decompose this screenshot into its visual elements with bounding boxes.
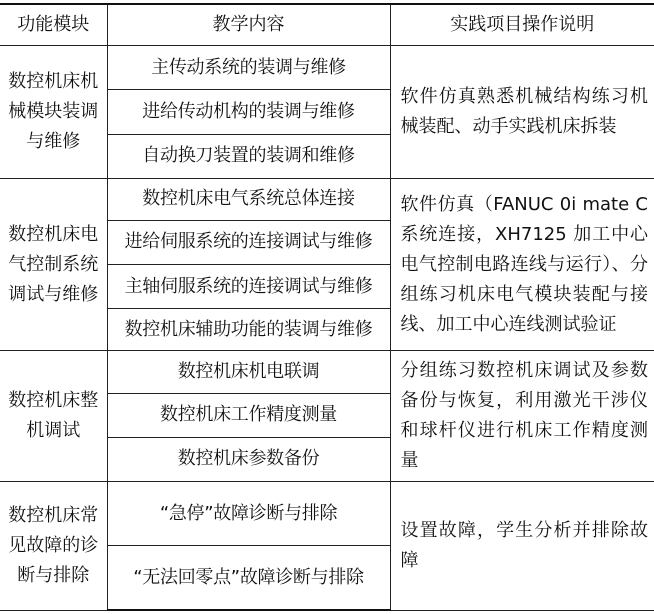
practice-cell: 设置故障，学生分析并排除故障 [390,481,654,610]
content-cell: “急停”故障诊断与排除 [107,481,390,545]
content-cell: 数控机床电气系统总体连接 [107,178,390,220]
content-cell: 自动换刀装置的装调和维修 [107,134,390,178]
module-cell: 数控机床电气控制系统调试与维修 [0,178,107,351]
content-cell: 进给传动机构的装调与维修 [107,90,390,134]
content-cell: 数控机床机电联调 [107,351,390,393]
module-cell: 数控机床机械模块装调与维修 [0,46,107,179]
practice-cell: 软件仿真熟悉机械结构练习机械装配、动手实践机床拆装 [390,46,654,179]
table-row [0,46,654,90]
header-practice: 实践项目操作说明 [390,4,654,46]
header-module: 功能模块 [0,4,107,46]
table-row [0,481,654,545]
content-cell: 主轴伺服系统的连接调试与维修 [107,265,390,309]
table-row [0,351,654,393]
table-row [0,178,654,220]
module-cell: 数控机床常见故障的诊断与排除 [0,481,107,610]
content-cell: 数控机床辅助功能的装调与维修 [107,309,390,351]
module-cell: 数控机床整机调试 [0,351,107,482]
practice-cell: 软件仿真（FANUC 0i mate C 系统连接，XH7125 加工中心电气控制电路连线与运行）、分组练习机床电气模块装配与接线、加工中心连线测试验证 [390,178,654,351]
content-cell: 进给伺服系统的连接调试与维修 [107,220,390,264]
curriculum-table [0,3,654,611]
content-cell: “无法回零点”故障诊断与排除 [107,546,390,610]
header-row [0,4,654,46]
header-content: 教学内容 [107,4,390,46]
practice-cell: 分组练习数控机床调试及参数备份与恢复，利用激光干涉仪和球杆仪进行机床工作精度测量 [390,351,654,482]
content-cell: 数控机床参数备份 [107,437,390,481]
content-cell: 主传动系统的装调与维修 [107,46,390,90]
content-cell: 数控机床工作精度测量 [107,393,390,437]
